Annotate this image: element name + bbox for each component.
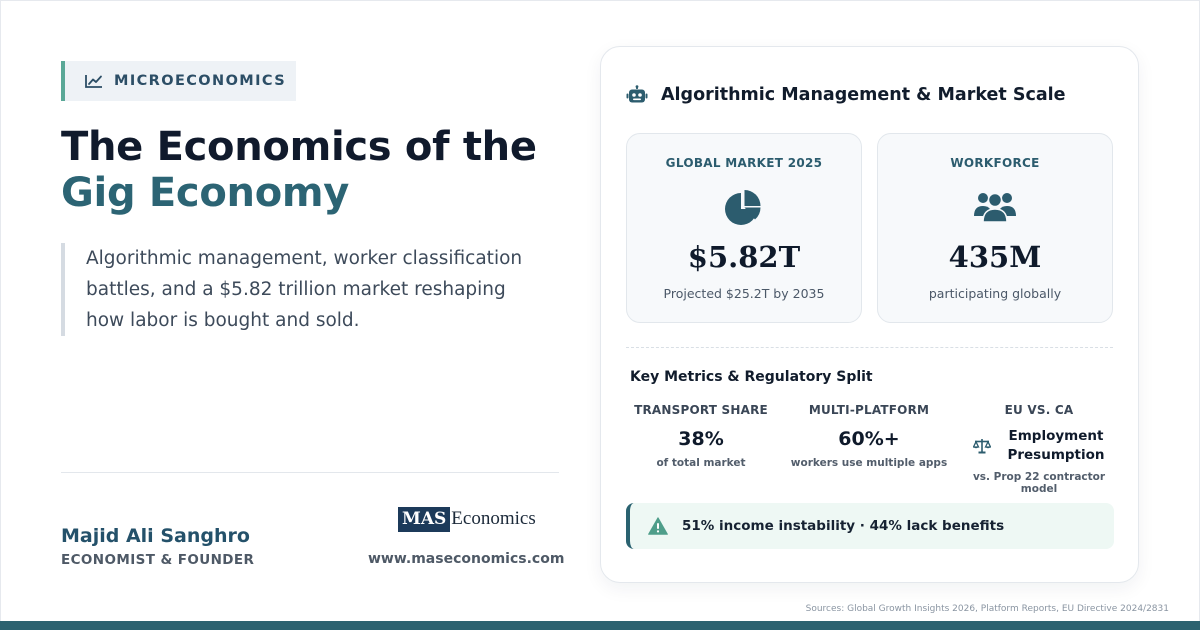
line-chart-icon — [85, 74, 103, 88]
category-tag-label: MICROECONOMICS — [114, 73, 287, 89]
robot-icon — [626, 85, 648, 105]
dashed-divider — [626, 347, 1113, 348]
pie-chart-icon — [627, 188, 861, 228]
card-header — [626, 85, 1066, 105]
scale-icon — [973, 438, 991, 454]
metric-label: MULTI-PLATFORM — [808, 403, 930, 417]
stat-value: $5.82T — [687, 240, 801, 274]
author-name: Majid Ali Sanghro — [61, 525, 250, 547]
mas-economics-logo — [398, 506, 536, 532]
lede-paragraph: Algorithmic management, worker classification battles, and a $5.82 trillion market reshaping how labor is bought and sold. — [61, 243, 541, 336]
logo-wordmark: Economics — [451, 508, 536, 529]
presumption-text — [1007, 427, 1104, 465]
metric-subtext: workers use multiple apps — [790, 457, 948, 469]
section-divider — [61, 472, 559, 473]
stat-workforce — [877, 133, 1113, 323]
metric-transport-share — [616, 403, 786, 469]
page-title — [61, 124, 537, 216]
metric-label: TRANSPORT SHARE — [634, 403, 768, 417]
metric-value: 60%+ — [838, 428, 900, 450]
category-tag — [61, 61, 296, 101]
metric-value: 38% — [678, 428, 724, 450]
warning-icon — [648, 517, 668, 535]
presumption-line1: Employment — [1008, 428, 1104, 444]
card-title: Algorithmic Management & Market Scale — [661, 85, 1066, 105]
website-link[interactable]: www.maseconomics.com — [368, 551, 565, 567]
stat-subtext: participating globally — [928, 286, 1062, 301]
key-metrics-title: Key Metrics & Regulatory Split — [630, 369, 873, 385]
metric-subtext: of total market — [656, 457, 746, 469]
stat-subtext: Projected $25.2T by 2035 — [663, 286, 825, 301]
metric-value — [954, 427, 1124, 465]
stat-value: 435M — [948, 240, 1042, 274]
stat-label: GLOBAL MARKET 2025 — [665, 156, 823, 170]
page-title-line1: The Economics of the — [61, 124, 537, 170]
metric-label: EU VS. CA — [1004, 403, 1074, 417]
alert-text: 51% income instability · 44% lack benefits — [682, 518, 1005, 534]
page-title-line2: Gig Economy — [61, 170, 350, 216]
metric-eu-vs-ca — [954, 403, 1124, 495]
logo-box: MAS — [398, 507, 450, 532]
presumption-line2: Presumption — [1007, 447, 1105, 463]
metric-subtext: vs. Prop 22 contractor model — [972, 471, 1106, 495]
stat-label: WORKFORCE — [950, 156, 1040, 170]
income-alert-banner — [626, 503, 1114, 549]
sources-footnote: Sources: Global Growth Insights 2026, Platform Reports, EU Directive 2024/2831 — [805, 604, 1169, 614]
stat-global-market — [626, 133, 862, 323]
users-icon — [878, 188, 1112, 228]
author-role: ECONOMIST & FOUNDER — [61, 552, 255, 568]
bottom-accent-bar — [0, 621, 1200, 630]
market-scale-card — [600, 46, 1139, 583]
metric-multi-platform — [784, 403, 954, 469]
